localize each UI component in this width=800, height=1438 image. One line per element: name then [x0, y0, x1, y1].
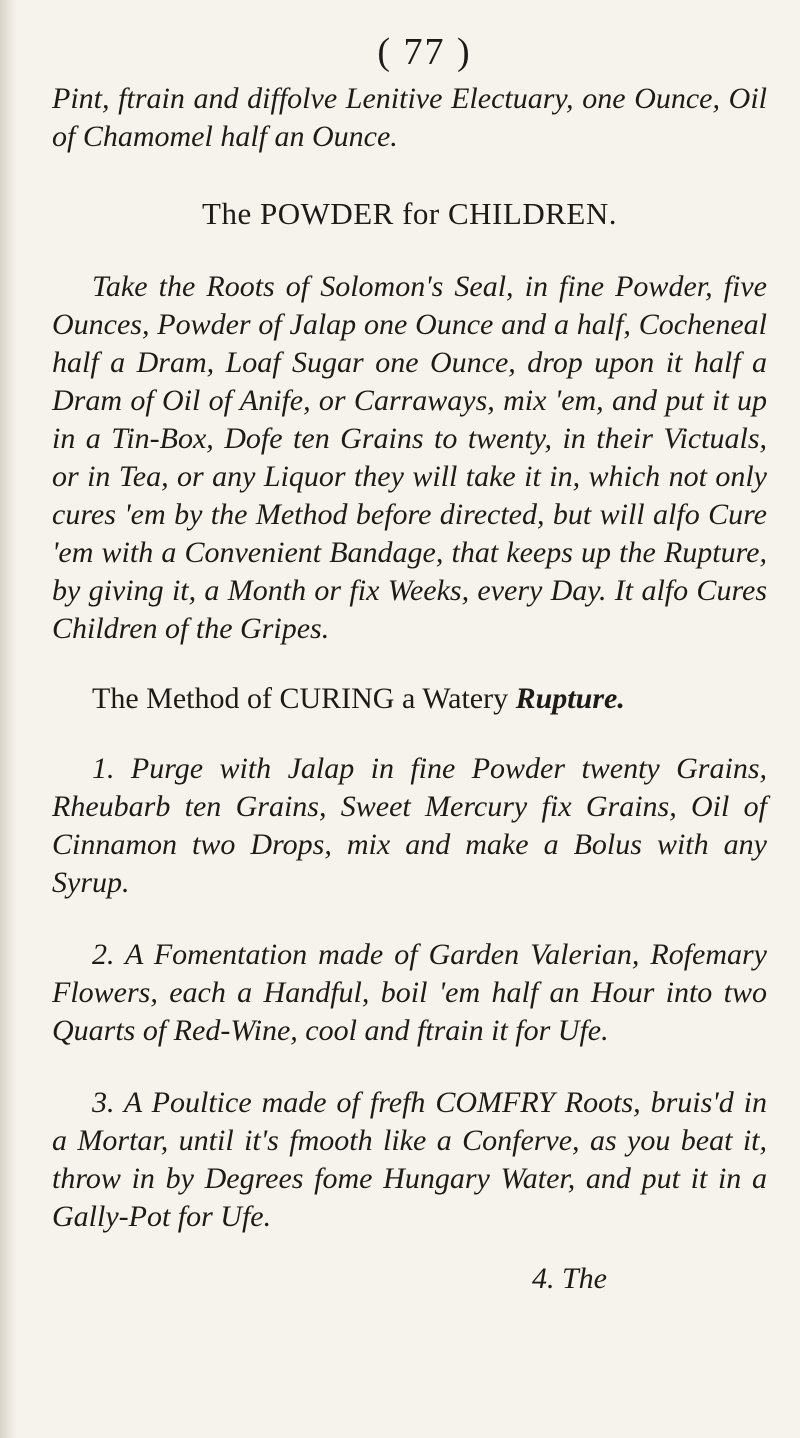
heading-powder-for-children: The POWDER for CHILDREN.	[202, 196, 617, 231]
page-number: ( 77 )	[377, 31, 472, 73]
book-page	[52, 30, 767, 1296]
page-binding-edge	[0, 0, 16, 1438]
catchword: 4. The	[532, 1262, 607, 1295]
heading-method-watery-rupture	[52, 682, 767, 716]
list-item: 2. A Fomentation made of Garden Valerian, Rofemary Flowers, each a Handful, boil 'em half an Hour into two Quarts of Red-Wine, cool and ftrain it for Ufe.	[52, 938, 767, 1047]
heading-method-roman: The Method of CURING a Watery	[92, 682, 516, 715]
list-item: 1. Purge with Jalap in fine Powder twenty Grains, Rheubarb ten Grains, Sweet Mercury fix Grains, Oil of Cinnamon two Drops, mix and make a Bolus with any Syrup.	[52, 752, 767, 899]
heading-method-italic: Rupture.	[515, 682, 625, 715]
list-item: 3. A Poultice made of frefh COMFRY Roots, bruis'd in a Mortar, until it's fmooth like a Conferve, as you beat it, throw in by Degrees fome Hungary Water, and put it in a Gally-Pot for Ufe.	[52, 1086, 767, 1233]
powder-recipe-paragraph: Take the Roots of Solomon's Seal, in fine Powder, five Ounces, Powder of Jalap one Ounce and a half, Cocheneal half a Dram, Loaf Sugar one Ounce, drop upon it half a Dram of Oil of Anife, or Carraways, mix 'em, and put it up in a Tin-Box, Dofe ten Grains to twenty, in their Victuals, or in Tea, or any Liquor they will take it in, which not only cures 'em by the Method before directed, but will alfo Cure 'em with a Convenient Bandage, that keeps up the Rupture, by giving it, a Month or fix Weeks, every Day. It alfo Cures Children of the Gripes.	[52, 270, 767, 645]
intro-paragraph: Pint, ftrain and diffolve Lenitive Electuary, one Ounce, Oil of Chamomel half an Ounce.	[52, 82, 767, 153]
